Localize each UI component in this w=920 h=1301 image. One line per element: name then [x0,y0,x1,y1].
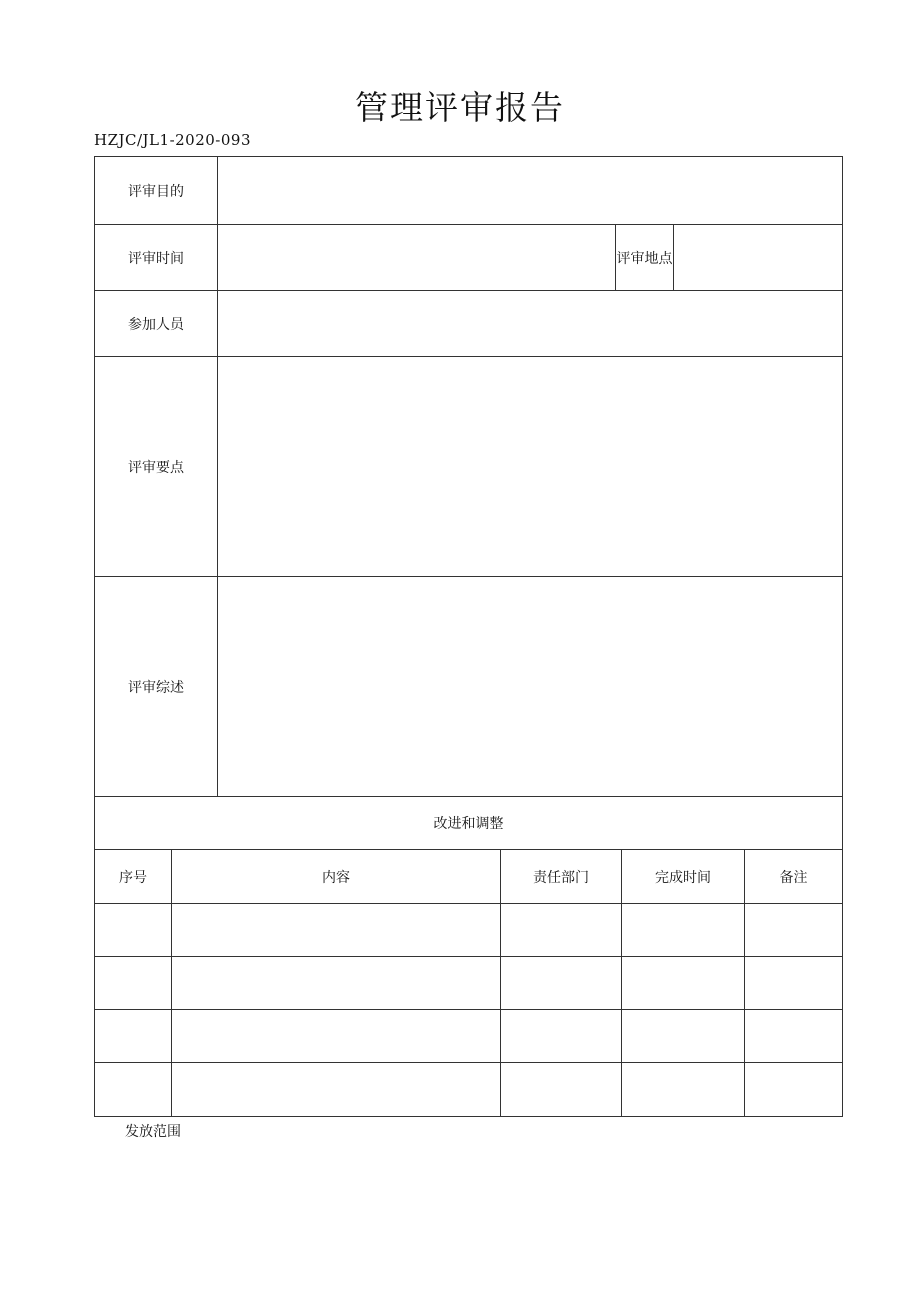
column-header-content: 内容 [172,850,501,904]
key-points-value[interactable] [218,357,843,577]
row-content-cell[interactable] [172,957,501,1010]
row-completion-time-cell[interactable] [622,1063,745,1117]
row-number-cell[interactable] [95,904,172,957]
review-form-table [94,156,843,1117]
row-content-cell[interactable] [172,904,501,957]
summary-row [95,577,843,797]
row-number-cell[interactable] [95,1063,172,1117]
document-code: HZJC/JL1-2020-093 [94,131,252,149]
column-header-department: 责任部门 [501,850,622,904]
improvement-heading-row [95,797,843,850]
row-department-cell[interactable] [501,904,622,957]
location-label: 评审地点 [616,225,674,291]
time-location-row [95,225,843,291]
time-label: 评审时间 [95,225,218,291]
row-completion-time-cell[interactable] [622,904,745,957]
purpose-value[interactable] [218,157,843,225]
time-value[interactable] [218,225,616,291]
row-department-cell[interactable] [501,1010,622,1063]
column-header-remarks: 备注 [745,850,843,904]
key-points-row [95,357,843,577]
row-remarks-cell[interactable] [745,957,843,1010]
row-remarks-cell[interactable] [745,1010,843,1063]
row-completion-time-cell[interactable] [622,957,745,1010]
row-content-cell[interactable] [172,1010,501,1063]
purpose-row [95,157,843,225]
purpose-label: 评审目的 [95,157,218,225]
row-remarks-cell[interactable] [745,904,843,957]
summary-label: 评审综述 [95,577,218,797]
row-number-cell[interactable] [95,957,172,1010]
key-points-label: 评审要点 [95,357,218,577]
table-row [95,1010,843,1063]
participants-value[interactable] [218,291,843,357]
row-department-cell[interactable] [501,957,622,1010]
participants-label: 参加人员 [95,291,218,357]
table-row [95,904,843,957]
row-content-cell[interactable] [172,1063,501,1117]
column-header-completion-time: 完成时间 [622,850,745,904]
distribution-label: 发放范围 [125,1124,181,1140]
page-title: 管理评审报告 [355,88,565,127]
improvement-heading: 改进和调整 [95,797,843,850]
summary-value[interactable] [218,577,843,797]
row-number-cell[interactable] [95,1010,172,1063]
table-row [95,957,843,1010]
participants-row [95,291,843,357]
column-header-number: 序号 [95,850,172,904]
table-row [95,1063,843,1117]
row-remarks-cell[interactable] [745,1063,843,1117]
location-value[interactable] [674,225,843,291]
row-department-cell[interactable] [501,1063,622,1117]
improvement-header-row [95,850,843,904]
row-completion-time-cell[interactable] [622,1010,745,1063]
